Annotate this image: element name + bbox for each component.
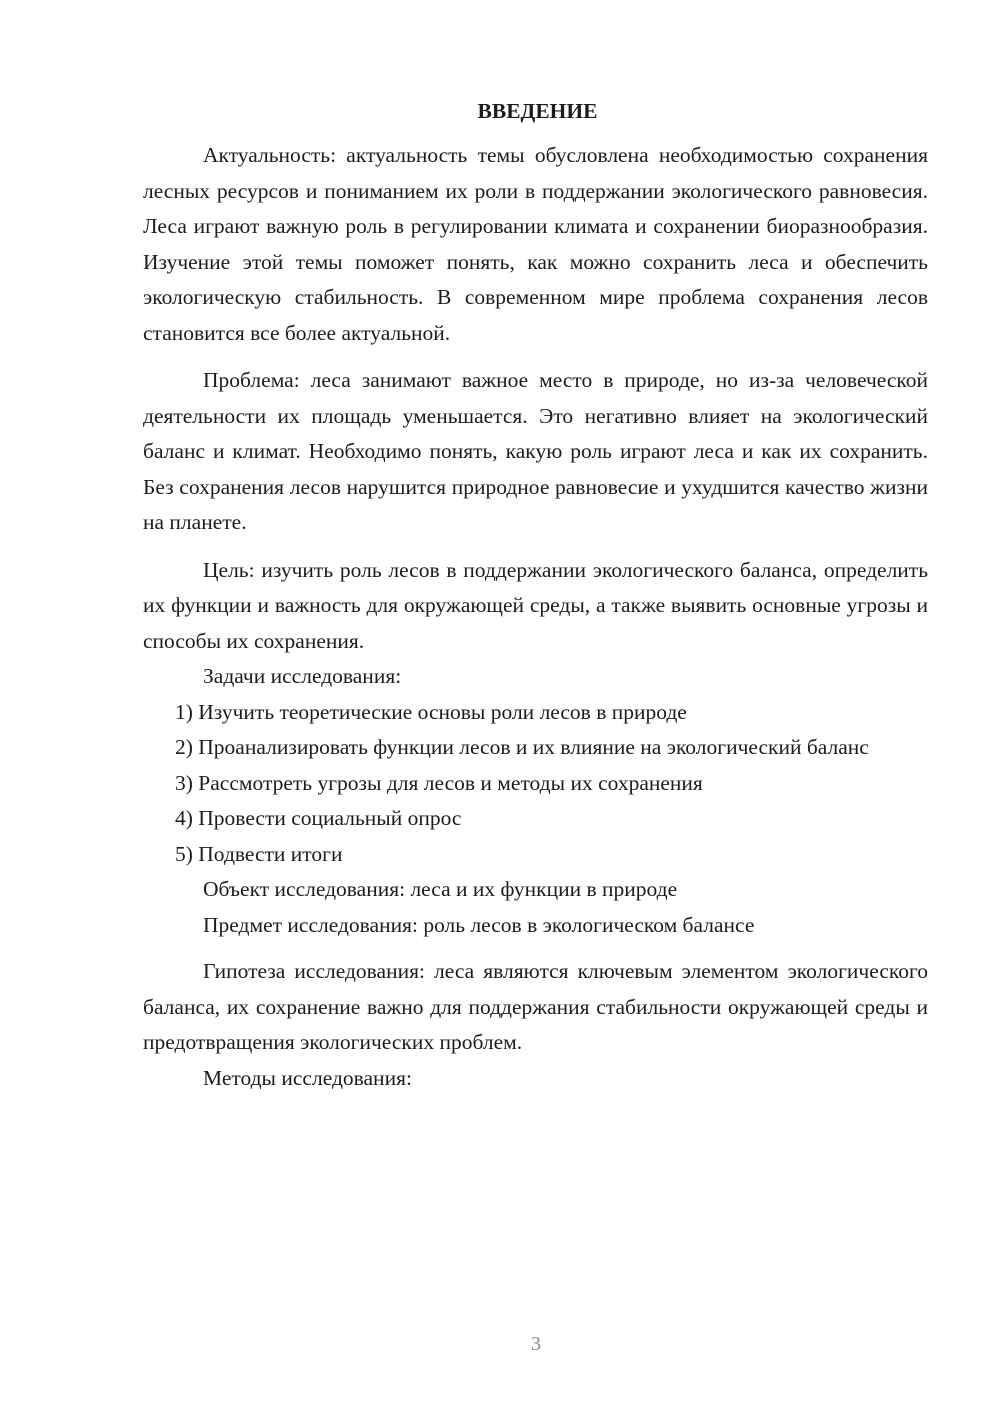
problem-paragraph: Проблема: леса занимают важное место в природе, но из-за человеческой деятельности их площадь уменьшается. Это негативно влияет на экологический баланс и климат. Необходимо понять, какую роль играют леса и как их сохранить. Без сохранения лесов нарушится природное равновесие и ухудшится качество жизни на планете.	[143, 368, 928, 534]
task-item-2: 2) Проанализировать функции лесов и их влияние на экологический баланс	[175, 735, 869, 759]
page-number: 3	[531, 1333, 541, 1355]
task-item-1: 1) Изучить теоретические основы роли лесов в природе	[175, 699, 687, 724]
tasks-heading: Задачи исследования:	[203, 664, 402, 688]
goal-paragraph: Цель: изучить роль лесов в поддержании экологического баланса, определить их функции и важность для окружающей среды, а также выявить основные угрозы и способы их сохранения.	[143, 557, 928, 653]
task-item-5: 5) Подвести итоги	[175, 841, 343, 866]
document-page	[143, 96, 928, 1096]
task-item-4: 4) Провести социальный опрос	[175, 806, 462, 830]
page-title: ВВЕДЕНИЕ	[477, 99, 598, 123]
subject-paragraph: Предмет исследования: роль лесов в экологическом балансе	[203, 912, 755, 937]
task-item-3: 3) Рассмотреть угрозы для лесов и методы их сохранения	[175, 770, 703, 795]
hypothesis-paragraph: Гипотеза исследования: леса являются ключевым элементом экологического баланса, их сохранение важно для поддержания стабильности окружающей среды и предотвращения экологических проблем.	[143, 959, 928, 1054]
object-paragraph: Объект исследования: леса и их функции в природе	[203, 877, 678, 901]
relevance-paragraph: Актуальность: актуальность темы обусловлена необходимостью сохранения лесных ресурсов и пониманием их роли в поддержании экологического равновесия. Леса играют важную роль в регулировании климата и сохранении биоразнообразия. Изучение этой темы поможет понять, как можно сохранить леса и обеспечить экологическую стабильность. В современном мире проблема сохранения лесов становится все более актуальной.	[143, 143, 928, 345]
methods-heading: Методы исследования:	[203, 1065, 412, 1090]
